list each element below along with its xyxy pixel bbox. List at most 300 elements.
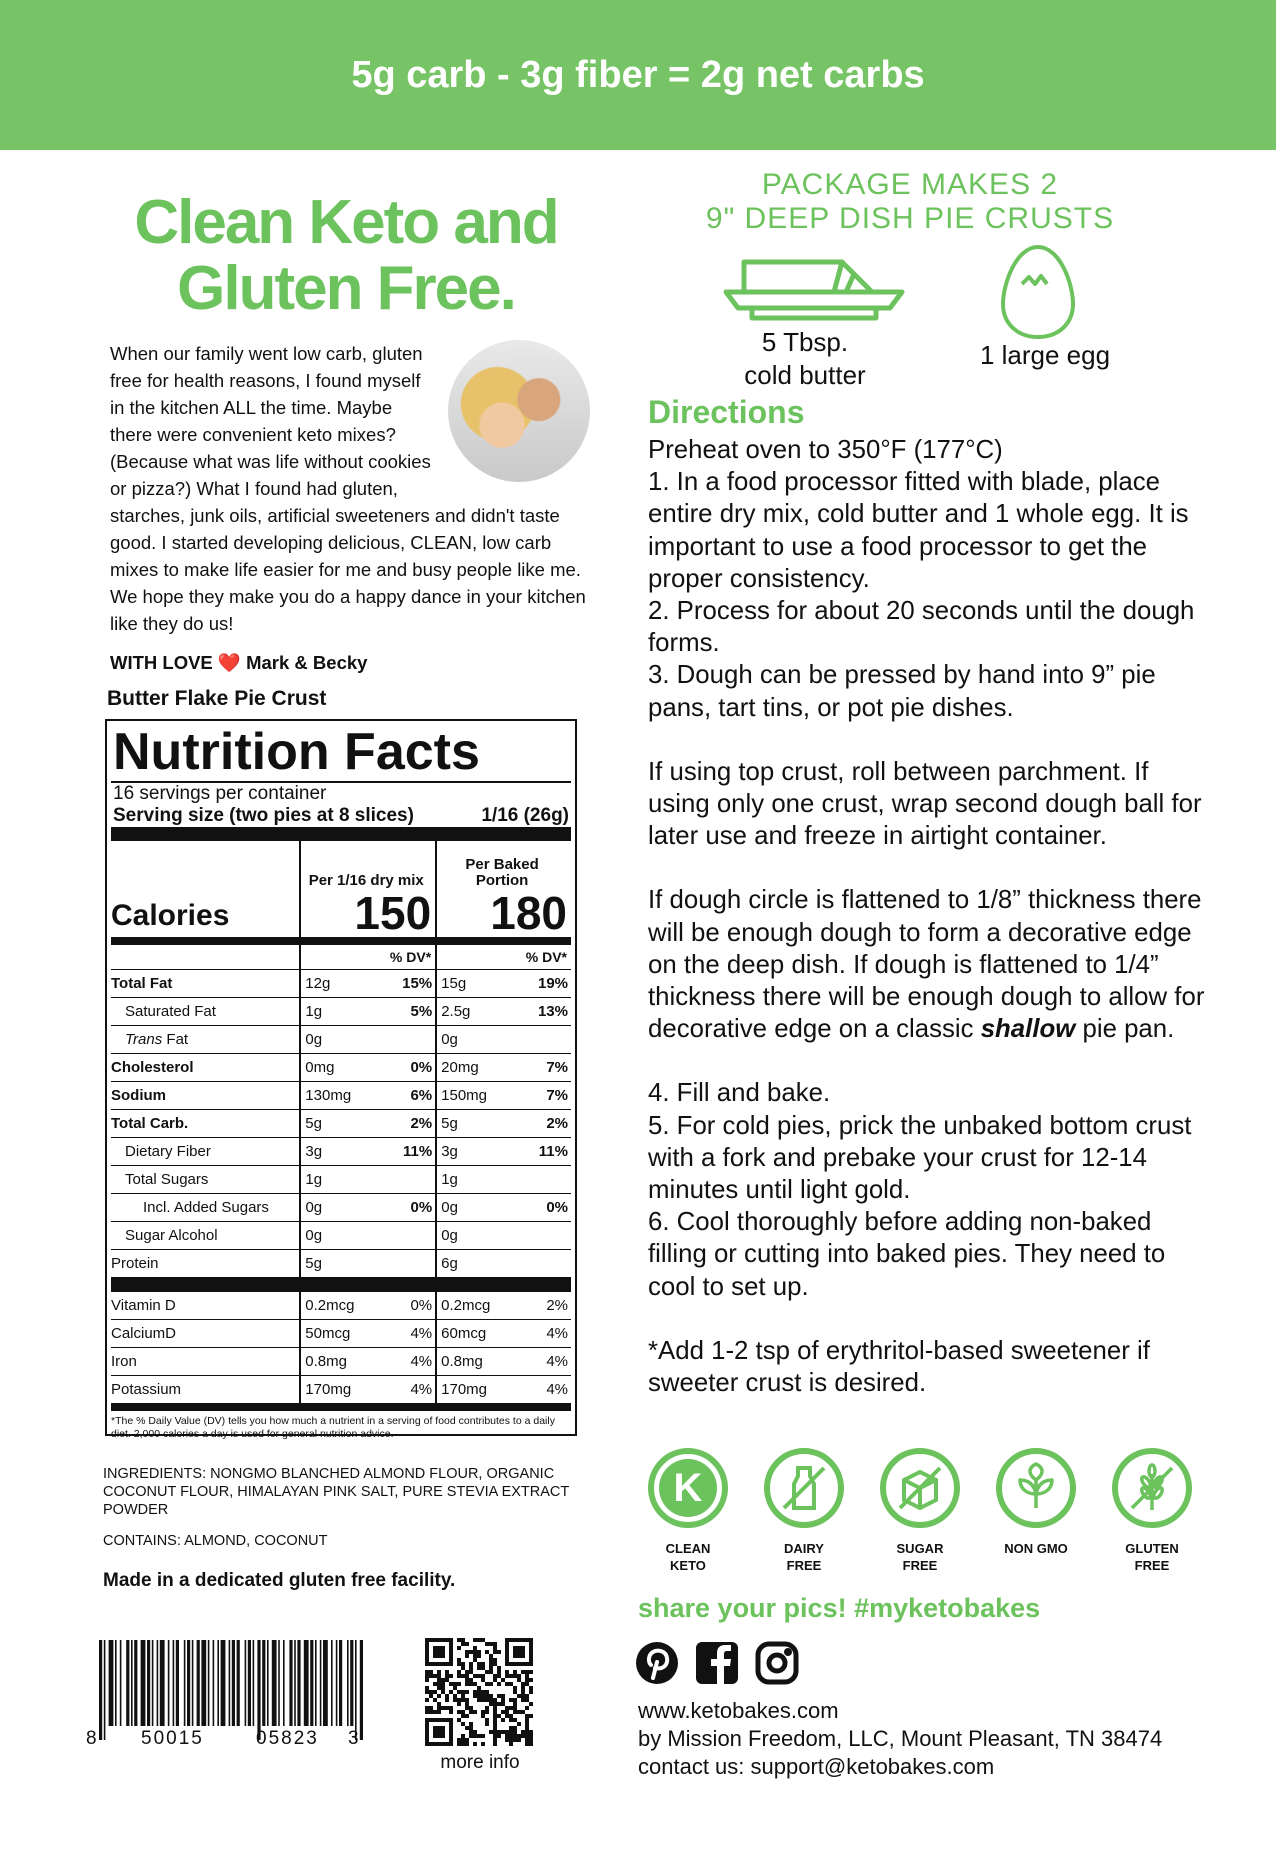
step-5: 5. For cold pies, prick the unbaked bottom crust with a fork and prebake your crust for 12-14 minutes until light gold. [648,1111,1192,1205]
qr-module [425,1658,429,1662]
qr-module [509,1674,513,1678]
qr-module [517,1638,521,1642]
qr-module [473,1710,477,1714]
nutrition-facts-panel [105,719,577,1440]
qr-module [517,1650,521,1654]
qr-module [481,1690,485,1694]
servings-per-container: 16 servings per container [113,783,327,804]
qr-module [513,1662,517,1666]
qr-module [425,1734,429,1738]
qr-module [489,1694,493,1698]
qr-module [505,1638,509,1642]
qr-module [469,1682,473,1686]
pinterest-icon[interactable] [634,1640,680,1686]
qr-module [461,1714,465,1718]
qr-module [493,1742,497,1746]
barcode-bar [160,1640,165,1726]
qr-module [441,1646,445,1650]
qr-module [509,1738,513,1742]
qr-module [441,1690,445,1694]
nutrient-dv: 11% [538,1143,568,1160]
nutrient-label: Protein [111,1255,159,1272]
qr-module [513,1710,517,1714]
nutrient-label: Total Sugars [125,1171,209,1188]
nutrient-amount: 3g [441,1143,458,1160]
qr-module [469,1670,473,1674]
top-crust-note: If using top crust, roll between parchment. If using only one crust, wrap second dough ball for later use and freeze in airtight container. [648,757,1202,851]
qr-module [449,1638,453,1642]
qr-module [481,1638,485,1642]
qr-module [513,1638,517,1642]
barcode-bar [323,1640,328,1726]
qr-module [449,1738,453,1742]
barcode-bar [289,1640,292,1726]
qr-module [509,1698,513,1702]
preheat: Preheat oven to 350°F (177°C) [648,436,1003,464]
barcode-bar [339,1640,342,1726]
qr-module [485,1682,489,1686]
trans-italic: Trans [125,1031,163,1048]
qr-module [425,1670,429,1674]
qr-module [505,1706,509,1710]
qr-module [433,1726,437,1730]
step-2: 2. Process for about 20 seconds until the dough forms. [648,597,1195,658]
qr-module [513,1706,517,1710]
qr-module [437,1662,441,1666]
signature-names: Mark & Becky [246,652,368,673]
qr-module [457,1682,461,1686]
qr-module [485,1698,489,1702]
facebook-icon[interactable] [694,1640,740,1686]
nutrient-dv: 11% [402,1143,433,1160]
qr-module [505,1734,509,1738]
nutrient-amount: 150mg [441,1087,488,1104]
nutrient-amount: 3g [305,1143,323,1160]
qr-module [521,1698,525,1702]
qr-module [529,1654,533,1658]
qr-module [425,1646,429,1650]
barcode-bar [283,1640,285,1726]
qr-module [497,1694,501,1698]
butter-line-2: cold butter [744,360,866,390]
qr-module [525,1682,529,1686]
divider-thick [111,1277,571,1291]
qr-module [513,1690,517,1694]
diet-badges [640,1448,1220,1578]
egg-icon [1000,244,1076,340]
calories-dry-value: 150 [354,887,432,939]
barcode-bar [168,1640,170,1726]
barcode-bar [257,1640,260,1740]
qr-module [509,1730,513,1734]
qr-module [505,1674,509,1678]
butter-line-1: 5 Tbsp. [761,327,849,357]
qr-module [461,1742,465,1746]
qr-module [449,1742,453,1746]
qr-module [453,1694,457,1698]
qr-module [449,1646,453,1650]
qr-module [493,1658,497,1662]
qr-module [497,1674,501,1678]
qr-module [521,1694,525,1698]
qr-module [461,1698,465,1702]
qr-module [449,1734,453,1738]
qr-module [501,1718,505,1722]
nutrient-amount: 5g [305,1115,322,1132]
qr-module [493,1718,497,1722]
qr-module [477,1690,481,1694]
divider-thick [111,827,571,841]
barcode-bar [104,1640,106,1740]
qr-module [481,1674,485,1678]
qr-module [457,1702,461,1706]
qr-module [489,1658,493,1662]
qr-module [425,1642,429,1646]
qr-module [529,1714,533,1718]
nutrient-amount: 1g [441,1171,458,1188]
qr-module [449,1682,453,1686]
qr-code[interactable] [425,1638,533,1746]
qr-module [425,1718,429,1722]
qr-module [521,1662,525,1666]
qr-module [497,1734,501,1738]
badge-label-1: SUGAR [896,1541,944,1556]
barcode-bar [294,1640,296,1726]
qr-module [437,1638,441,1642]
qr-module [481,1734,485,1738]
qr-module [481,1710,485,1714]
qr-module [437,1686,441,1690]
qr-module [521,1670,525,1674]
company-footer [638,1697,1162,1781]
nutrient-amount: 0mg [305,1059,335,1076]
qr-module [469,1726,473,1730]
vitamin-amount: 0.2mcg [441,1297,491,1314]
ingredients: INGREDIENTS: NONGMO BLANCHED ALMOND FLOUR, ORGANIC COCONUT FLOUR, HIMALAYAN PINK SALT, PURE STEVIA EXTRACT POWDER [103,1466,569,1518]
qr-module [505,1682,509,1686]
qr-module [509,1682,513,1686]
qr-module [433,1710,437,1714]
qr-module [433,1730,437,1734]
qr-module [529,1678,533,1682]
qr-module [425,1706,429,1710]
qr-module [529,1646,533,1650]
qr-module [433,1662,437,1666]
barcode-bar [245,1640,247,1726]
barcode-bar [147,1640,150,1726]
qr-module [457,1738,461,1742]
qr-module [441,1678,445,1682]
qr-module [433,1690,437,1694]
qr-module [465,1674,469,1678]
qr-module [469,1706,473,1710]
qr-module [529,1662,533,1666]
qr-module [445,1694,449,1698]
qr-module [505,1642,509,1646]
qr-module [473,1694,477,1698]
qr-module [425,1742,429,1746]
nutrient-label: Sodium [111,1087,166,1104]
barcode-bar [120,1640,122,1726]
qr-module [513,1738,517,1742]
barcode-bar [141,1640,146,1726]
qr-module [445,1662,449,1666]
qr-module [529,1730,533,1734]
qr-module [489,1670,493,1674]
barcode-bar [99,1640,102,1740]
qr-module [429,1674,433,1678]
qr-module [477,1662,481,1666]
nutrient-amount: 2.5g [441,1003,471,1020]
contact-email[interactable]: contact us: support@ketobakes.com [638,1754,995,1779]
qr-module [461,1638,465,1642]
qr-module [441,1730,445,1734]
qr-module [457,1646,461,1650]
qr-module [493,1698,497,1702]
qr-module [517,1694,521,1698]
qr-module [525,1718,529,1722]
vitamin-label: Vitamin D [111,1297,176,1314]
qr-module [445,1678,449,1682]
qr-module [429,1694,433,1698]
qr-module [485,1650,489,1654]
barcode-bar [232,1640,235,1726]
qr-module [501,1730,505,1734]
qr-module [477,1686,481,1690]
qr-module [521,1710,525,1714]
barcode-bar [355,1640,357,1740]
website-link[interactable]: www.ketobakes.com [638,1698,839,1723]
qr-module [529,1686,533,1690]
barcode-bar [184,1640,186,1726]
qr-module [525,1694,529,1698]
step-4: 4. Fill and bake. [648,1079,831,1108]
barcode-bar [237,1640,240,1726]
keto-k-icon: K [659,1459,717,1517]
qr-module [465,1678,469,1682]
qr-module [505,1730,509,1734]
calories-row [111,841,571,937]
qr-module [505,1670,509,1674]
nutrient-dv: 0% [410,1059,433,1076]
qr-module [469,1710,473,1714]
qr-module [517,1738,521,1742]
qr-module [529,1690,533,1694]
qr-module [441,1706,445,1710]
qr-module [517,1662,521,1666]
vitamin-amount: 50mcg [305,1325,351,1342]
qr-module [445,1718,449,1722]
barcode-bar [157,1640,159,1726]
nutrient-dv: 5% [410,1003,433,1020]
no-sugar-cube-icon [892,1460,948,1516]
qr-module [457,1662,461,1666]
qr-module [445,1674,449,1678]
qr-module [529,1742,533,1746]
qr-module [453,1682,457,1686]
badge-ring [1112,1448,1192,1528]
qr-module [449,1710,453,1714]
qr-module [433,1674,437,1678]
headline-line-2: Gluten Free. [177,254,515,323]
qr-module [465,1738,469,1742]
qr-module [433,1734,437,1738]
qr-module [493,1702,497,1706]
qr-module [517,1722,521,1726]
headline [96,190,596,322]
qr-module [465,1650,469,1654]
qr-module [493,1738,497,1742]
qr-module [525,1738,529,1742]
vitamin-label: Potassium [111,1381,182,1398]
qr-module [473,1646,477,1650]
qr-module [449,1642,453,1646]
qr-module [445,1706,449,1710]
qr-module [441,1742,445,1746]
qr-module [449,1650,453,1654]
qr-module [437,1706,441,1710]
headline-line-1: Clean Keto and [134,188,558,257]
thickness-note [648,884,1208,1045]
qr-module [473,1650,477,1654]
barcode-bar [360,1640,363,1740]
nutrient-label: Total Carb. [111,1115,189,1132]
net-carbs-banner [0,0,1276,150]
nutrient-amount: 0g [441,1031,458,1048]
heart-icon: ❤️ [217,652,241,673]
qr-module [433,1646,437,1650]
qr-module [477,1674,481,1678]
qr-module [489,1654,493,1658]
qr-module [449,1654,453,1658]
qr-module [441,1650,445,1654]
qr-module [425,1686,429,1690]
qr-module [465,1698,469,1702]
qr-module [453,1686,457,1690]
serving-size-label: Serving size (two pies at 8 slices) [113,805,414,826]
dv-label-dry: % DV* [299,945,435,969]
qr-module [505,1738,509,1742]
qr-module [437,1678,441,1682]
qr-module [481,1694,485,1698]
qr-module [493,1706,497,1710]
qr-module [477,1698,481,1702]
qr-module [525,1734,529,1738]
barcode-bar [310,1640,313,1726]
qr-module [513,1646,517,1650]
barcode-bar [262,1640,265,1726]
qr-module [525,1730,529,1734]
nutrient-amount: 0g [305,1031,323,1048]
barcode-digit-3: 05823 [256,1728,319,1749]
calories-col-dry [299,841,435,937]
qr-module [493,1650,497,1654]
qr-module [509,1638,513,1642]
qr-module [425,1638,429,1642]
qr-module [497,1650,501,1654]
no-milk-bottle-icon [776,1460,832,1516]
qr-module [425,1678,429,1682]
qr-module [461,1642,465,1646]
allergen-contains: CONTAINS: ALMOND, COCONUT [103,1533,328,1549]
qr-module [473,1734,477,1738]
qr-module [525,1670,529,1674]
qr-module [481,1662,485,1666]
qr-module [425,1662,429,1666]
badge-ring [764,1448,844,1528]
qr-module [465,1642,469,1646]
qr-module [517,1678,521,1682]
qr-module [517,1654,521,1658]
qr-module [493,1714,497,1718]
qr-module [493,1678,497,1682]
barcode-bar [115,1640,117,1726]
barcode-bar [173,1640,175,1726]
qr-module [525,1678,529,1682]
qr-module [477,1650,481,1654]
qr-module [437,1694,441,1698]
vitamin-dv: 2% [546,1297,569,1314]
barcode-bar [272,1640,277,1726]
col-head-dry: Per 1/16 dry mix [308,872,424,889]
qr-module [469,1730,473,1734]
nutrient-dv: 0% [410,1199,433,1216]
qr-module [485,1670,489,1674]
qr-module [529,1650,533,1654]
instagram-icon[interactable] [754,1640,800,1686]
step-6: 6. Cool thoroughly before adding non-baked filling or cutting into baked pies. They need to cool to set up. [648,1208,1166,1301]
qr-module [449,1690,453,1694]
qr-module [461,1666,465,1670]
qr-module [489,1642,493,1646]
qr-module [469,1650,473,1654]
qr-module [461,1722,465,1726]
qr-module [505,1658,509,1662]
qr-module [469,1734,473,1738]
qr-module [437,1670,441,1674]
qr-module [465,1670,469,1674]
qr-module [429,1742,433,1746]
barcode-bar [213,1640,215,1726]
qr-module [445,1670,449,1674]
barcode-bar [315,1640,317,1726]
qr-module [469,1662,473,1666]
qr-module [473,1658,477,1662]
qr-module [485,1710,489,1714]
qr-module [521,1638,525,1642]
qr-module [469,1722,473,1726]
qr-module [493,1674,497,1678]
qr-module [513,1686,517,1690]
trans-fat-label: Fat [162,1031,189,1048]
qr-module [497,1670,501,1674]
qr-module [437,1726,441,1730]
barcode-bar [331,1640,333,1726]
no-wheat-icon [1124,1460,1180,1516]
qr-module [461,1694,465,1698]
qr-module [457,1638,461,1642]
nutrient-dv: 2% [546,1115,569,1132]
signature-prefix: WITH LOVE [110,652,213,673]
barcode-bar [109,1640,114,1726]
barcode-bar [297,1640,300,1726]
qr-module [429,1718,433,1722]
serving-size-value: 1/16 (26g) [481,805,569,826]
barcode-bar [350,1640,353,1726]
qr-module [437,1702,441,1706]
qr-module [441,1682,445,1686]
qr-module [521,1690,525,1694]
